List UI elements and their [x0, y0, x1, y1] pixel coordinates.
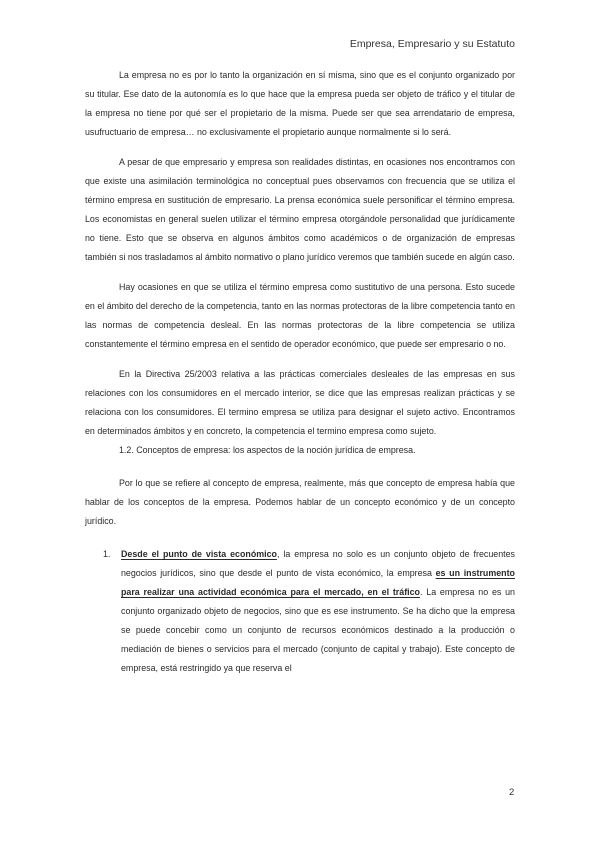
list-item-number: 1. [103, 549, 111, 559]
list-item-text-1: , la empresa no solo es un conjunto objeto de frecuentes negocios jurídicos, sino que desde el punto de vista económico, la empresa [121, 549, 515, 578]
list-item [85, 545, 515, 678]
paragraph-4: En la Directiva 25/2003 relativa a las prácticas comerciales desleales de las empresas en sus relaciones con los consumidores en el mercado interior, se dice que las empresas realizan prácticas y se relaciona con los consumidores. El termino empresa se utiliza para designar el sujeto activo. Encontramos en determinados ámbitos y en concreto, la competencia el termino empresa como sujeto. [85, 369, 515, 436]
paragraph-3: Hay ocasiones en que se utiliza el término empresa como sustitutivo de una persona. Esto sucede en el ámbito del derecho de la competencia, tanto en las normas protectoras de la libre competencia tanto en las normas de competencia desleal. En las normas protectoras de la libre competencia se utiliza constantemente el término empresa en el sentido de operador económico, que puede ser empresario o no. [85, 282, 515, 349]
document-body [85, 66, 515, 678]
list-item-bold-2: es un instrumento para realizar una actividad económica para el mercado, en el tráfico [121, 568, 515, 597]
page-number: 2 [509, 787, 515, 798]
list-item-text-2: . La empresa no es un conjunto organizado objeto de negocios, sino que es ese instrumento. Se ha dicho que la empresa se puede concebir como un conjunto de recursos económicos destinado a la producción o mediación de bienes o servicios para el mercado (conjunto de capital y trabajo). Este concepto de empresa, está restringido ya que reserva el [121, 587, 515, 673]
concepts-list [85, 545, 515, 678]
running-header: Empresa, Empresario y su Estatuto [349, 38, 515, 50]
paragraph-2: A pesar de que empresario y empresa son realidades distintas, en ocasiones nos encontramos con que existe una asimilación terminológica no conceptual pues observamos con frecuencia que se utiliza el término empresa en sustitución de empresario. La prensa económica suele personificar el término empresa. Los economistas en general suelen utilizar el término empresa otorgándole personalidad que jurídicamente no tiene. Esto que se observa en algunos ámbitos como académicos o de organización de empresas también si nos trasladamos al ámbito normativo o plano jurídico veremos que también sucede en algún caso. [85, 157, 515, 262]
section-subheading: 1.2. Conceptos de empresa: los aspectos de la noción jurídica de empresa. [119, 445, 416, 455]
list-item-lead-bold: Desde el punto de vista económico [121, 549, 277, 559]
paragraph-1: La empresa no es por lo tanto la organización en sí misma, sino que es el conjunto organizado por su titular. Ese dato de la autonomía es lo que hace que la empresa pueda ser objeto de tráfico y el titular de la empresa no tiene por qué ser el propietario de la misma. Puede ser que sea arrendatario de empresa, usufructuario de empresa… no exclusivamente el propietario aunque normalmente si lo será. [85, 70, 515, 137]
intro-paragraph: Por lo que se refiere al concepto de empresa, realmente, más que concepto de empresa había que hablar de los conceptos de la empresa. Podemos hablar de un concepto económico y de un concepto jurídico. [85, 478, 515, 526]
